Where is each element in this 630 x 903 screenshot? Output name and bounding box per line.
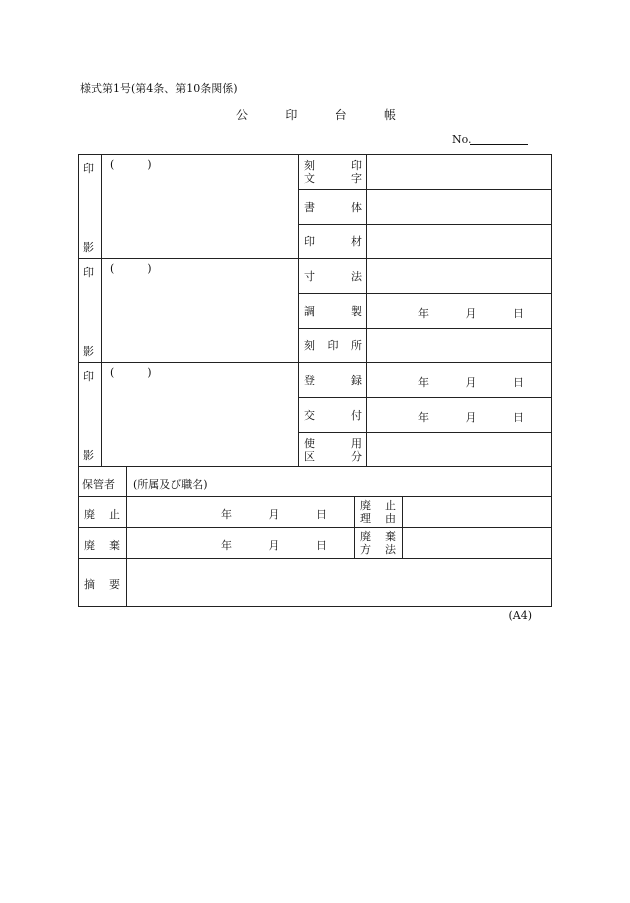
border-line bbox=[366, 154, 367, 466]
border-line bbox=[354, 496, 355, 558]
label-issuance: 交 付 bbox=[304, 408, 362, 422]
registration-date[interactable]: 年 月 日 bbox=[418, 376, 524, 389]
title-char: 公 bbox=[236, 108, 249, 122]
border-line bbox=[101, 154, 102, 466]
border-line bbox=[78, 466, 552, 467]
border-line bbox=[402, 496, 403, 558]
seal-paren: ( ) bbox=[110, 262, 152, 275]
label-material: 印 材 bbox=[304, 235, 362, 248]
border-line bbox=[78, 606, 552, 607]
disposal-method-label: 廃 棄 方 法 bbox=[360, 530, 396, 556]
label-manufacture: 調 製 bbox=[304, 304, 362, 318]
label-typeface: 書 体 bbox=[304, 200, 362, 214]
form-reference: 様式第1号(第4条、第10条関係) bbox=[80, 82, 238, 95]
disposal-date[interactable]: 年 月 日 bbox=[221, 539, 327, 552]
border-line bbox=[78, 527, 552, 528]
abolition-label: 廃 止 bbox=[84, 508, 120, 521]
seal-label-bottom: 影 bbox=[83, 241, 94, 254]
seal-paren: ( ) bbox=[110, 158, 152, 171]
disposal-label: 廃 棄 bbox=[84, 539, 120, 552]
border-line bbox=[551, 154, 552, 607]
seal-paren: ( ) bbox=[110, 366, 152, 379]
border-line bbox=[78, 154, 79, 607]
paper-size-note: (A4) bbox=[508, 609, 532, 622]
seal-label-bottom: 影 bbox=[83, 449, 94, 462]
border-line bbox=[126, 466, 127, 497]
label-registration: 登 録 bbox=[304, 373, 362, 387]
seal-label-bottom: 影 bbox=[83, 345, 94, 358]
custodian-note: (所属及び職名) bbox=[133, 478, 208, 491]
border-line bbox=[78, 496, 552, 497]
manufacture-date[interactable]: 年 月 日 bbox=[418, 307, 524, 320]
seal-label-top: 印 bbox=[83, 266, 94, 279]
label-engraver: 刻 印 所 bbox=[304, 339, 362, 352]
label-usage: 使 用 区 分 bbox=[304, 436, 362, 463]
border-line bbox=[126, 496, 127, 607]
number-label: No. bbox=[452, 133, 472, 146]
abolition-reason-label: 廃 止 理 由 bbox=[360, 499, 396, 525]
label-size: 寸 法 bbox=[304, 269, 362, 283]
border-line bbox=[298, 154, 299, 466]
seal-label-top: 印 bbox=[83, 162, 94, 175]
label-engraved-text: 刻 印 文 字 bbox=[304, 159, 362, 185]
issuance-date[interactable]: 年 月 日 bbox=[418, 411, 524, 424]
abolition-date[interactable]: 年 月 日 bbox=[221, 508, 327, 521]
number-field[interactable] bbox=[470, 144, 528, 145]
document-title bbox=[236, 106, 396, 123]
title-char: 印 bbox=[285, 108, 298, 122]
remarks-label: 摘 要 bbox=[84, 578, 120, 591]
title-char: 台 bbox=[334, 108, 347, 122]
seal-label-top: 印 bbox=[83, 370, 94, 383]
border-line bbox=[78, 558, 552, 559]
custodian-label: 保管者 bbox=[82, 478, 115, 491]
title-char: 帳 bbox=[383, 108, 396, 122]
